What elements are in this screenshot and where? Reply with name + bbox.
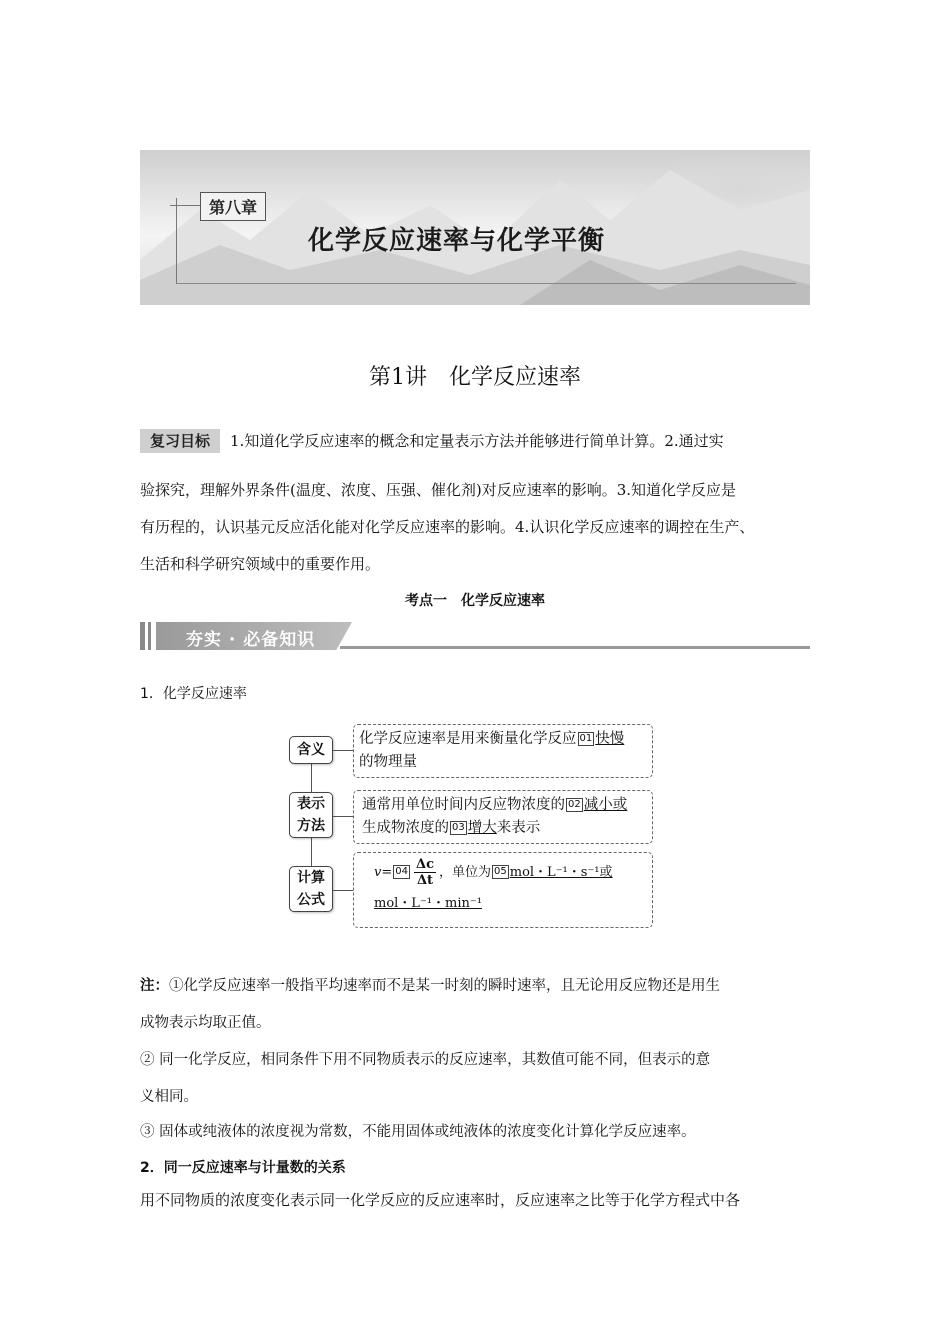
- answer-02: 减小或: [583, 797, 628, 813]
- note-1-line1: 注：①化学反应速率一般指平均速率而不是某一时刻的瞬时速率，且无论用反应物还是用生: [140, 978, 720, 994]
- review-goal-badge: 复习目标: [140, 429, 220, 453]
- chapter-label: 第八章: [200, 192, 266, 221]
- formula-v: v=: [374, 865, 393, 880]
- section-bar-rule: [340, 646, 810, 649]
- note-2-line1: ② 同一化学反应，相同条件下用不同物质表示的反应速率，其数值可能不同，但表示的意: [140, 1052, 711, 1068]
- key-formula: 计算 公式: [289, 866, 333, 912]
- note-2-line2: 义相同。: [140, 1089, 198, 1105]
- answer-01: 快慢: [595, 731, 625, 747]
- lecture-title: 第1讲 化学反应速率: [369, 365, 581, 390]
- banner-frame-left: [176, 198, 177, 284]
- blank-number-04: 04: [395, 866, 408, 877]
- paragraph-last-line: 用不同物质的浓度变化表示同一化学反应的反应速率时，反应速率之比等于化学方程式中各: [140, 1191, 741, 1209]
- blank-number-03: 03: [452, 822, 465, 833]
- banner-frame-tick: [170, 205, 200, 206]
- answer-05-part1: mol・L⁻¹・s⁻¹或: [509, 865, 613, 880]
- answer-05-part2: mol・L⁻¹・min⁻¹: [374, 896, 482, 911]
- key-meaning: 含义: [289, 736, 333, 764]
- note-label: 注：: [140, 978, 169, 994]
- box-formula: v= 04 $\frac{\Delta c}{\Delta t}$ ，单位为 05 mol・L⁻¹・s⁻¹或 mol・L⁻¹・min⁻¹: [353, 852, 653, 928]
- section-bar-accent-thin: [148, 622, 151, 650]
- connector-method: [333, 816, 353, 817]
- note-3-line1: ③ 固体或纯液体的浓度视为常数，不能用固体或纯液体的浓度变化计算化学反应速率。: [140, 1124, 696, 1140]
- section-bar: [140, 620, 810, 652]
- answer-03: 增大: [467, 820, 497, 836]
- key-method: 表示 方法: [289, 792, 333, 838]
- blank-number-01: 01: [579, 733, 593, 744]
- review-goal-line2: 验探究，理解外界条件(温度、浓度、压强、催化剂)对反应速率的影响。3.知道化学反应是: [140, 481, 737, 499]
- banner-frame-bottom: [176, 283, 796, 284]
- box-method: 通常用单位时间内反应物浓度的 02 减小或 生成物浓度的 03 增大来表示: [353, 790, 653, 844]
- concept-diagram: [289, 722, 659, 932]
- connector-formula: [333, 890, 353, 891]
- chapter-banner: [140, 150, 810, 305]
- note-1-line2: 成物表示均取正值。: [140, 1015, 271, 1031]
- kaodian-title: 考点一 化学反应速率: [405, 593, 545, 609]
- blank-number-05: 05: [494, 866, 507, 877]
- heading-reaction-rate: 1．化学反应速率: [140, 686, 247, 702]
- connector-meaning: [333, 750, 353, 751]
- review-goal-line4: 生活和科学研究领域中的重要作用。: [140, 555, 381, 573]
- section-bar-accent: [140, 622, 145, 650]
- section-bar-label: 夯实 · 必备知识: [186, 630, 316, 650]
- formula-fraction: $\frac{\Delta c}{\Delta t}$: [415, 857, 434, 888]
- blank-number-02: 02: [568, 799, 581, 810]
- review-goal-line3: 有历程的，认识基元反应活化能对化学反应速率的影响。4.认识化学反应速率的调控在生产、: [140, 518, 755, 536]
- review-goal-line1: 复习目标 1.知道化学反应速率的概念和定量表示方法并能够进行简单计算。2.通过实: [140, 422, 812, 460]
- box-meaning: 化学反应速率是用来衡量化学反应 01 快慢 的物理量: [353, 724, 653, 778]
- heading-rate-coefficient: 2．同一反应速率与计量数的关系: [140, 1160, 346, 1176]
- chapter-title: 化学反应速率与化学平衡: [308, 226, 606, 256]
